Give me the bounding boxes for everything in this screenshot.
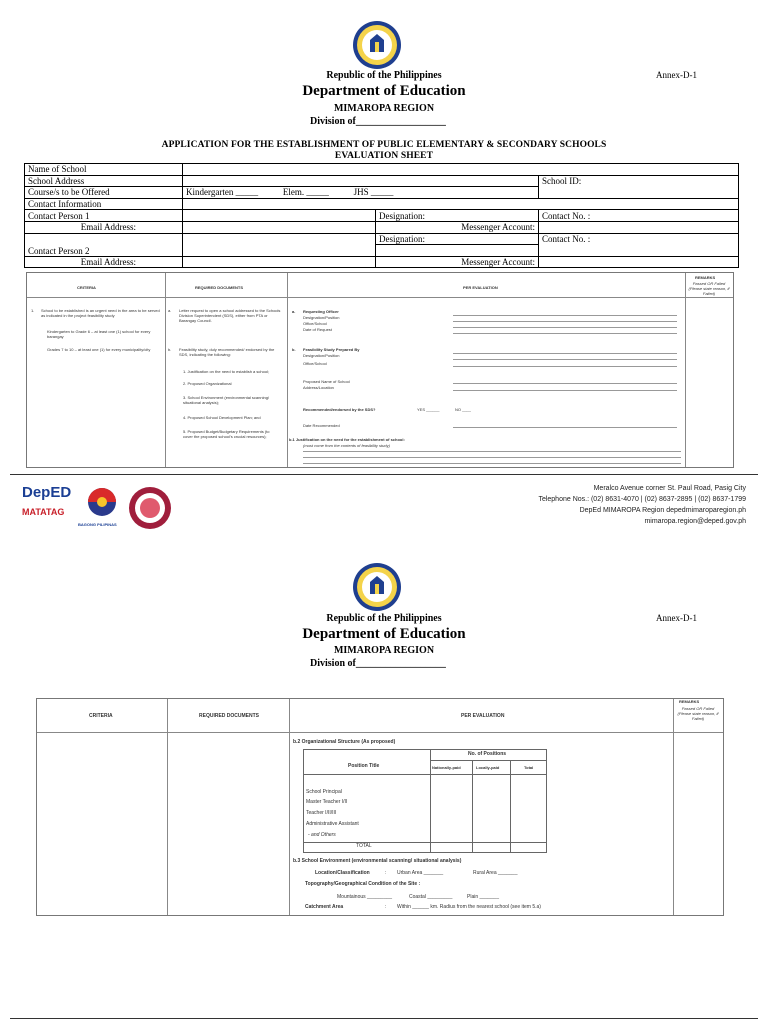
location-colon: : xyxy=(385,870,387,876)
messenger-1-label: Messenger Account: xyxy=(376,221,539,233)
region-label-page2: MIMAROPA REGION xyxy=(333,645,435,656)
evaluation-table-page2 xyxy=(36,698,724,916)
position-row: Administrative Assistant xyxy=(306,821,359,827)
department-title-page2: Department of Education xyxy=(302,626,466,642)
republic-label: Republic of the Philippines xyxy=(326,70,442,81)
total-header: Total xyxy=(524,765,534,770)
pe-a-date: Date of Request xyxy=(303,327,332,332)
contact-person-1-field[interactable] xyxy=(183,210,376,222)
evaluation-table xyxy=(26,272,734,468)
pe-recommended-label: Recommended/endorsed by the SDS? xyxy=(303,407,376,412)
contact-no-1-label: Contact No. : xyxy=(539,210,739,222)
email-2-label: Email Address: xyxy=(25,256,183,268)
locally-paid-header: Locally-paid xyxy=(476,765,500,770)
catchment-colon: : xyxy=(385,904,387,910)
pe-b-label: b. xyxy=(292,347,296,352)
pe-b-designation: Designation/Position xyxy=(303,353,340,358)
required-documents-header-page2: REQUIRED DOCUMENTS xyxy=(199,713,260,719)
school-environment-label: b.3 School Environment (environmental scanning/ situational analysis) xyxy=(293,858,462,864)
division-label: Division of__________________ xyxy=(310,116,446,127)
per-evaluation-header: PER EVALUATION xyxy=(463,285,498,290)
school-info-table xyxy=(24,163,739,268)
footer-web: DepEd MIMAROPA Region depedmimaroparegion.ph xyxy=(579,507,746,514)
pe-justification-note: (must come from the contents of feasibility study) xyxy=(303,443,390,448)
pe-b-proposed-name: Proposed Name of School xyxy=(303,379,350,384)
doc-b2-text: 2. Proposed Organizational xyxy=(183,381,232,386)
pe-a-title: Requesting Officer xyxy=(303,309,339,314)
pe-a-office: Office/School xyxy=(303,321,327,326)
contact-person-2-label: Contact Person 2 xyxy=(25,233,183,256)
mountainous-option[interactable]: Mountainous _________ xyxy=(337,894,393,900)
doc-a-text: Letter request to open a school addressed to the Schools Division Superintendent (SDS), either from PTA or Barangay Council. xyxy=(179,308,281,323)
contact-person-1-label: Contact Person 1 xyxy=(25,210,183,222)
criteria-header: CRITERIA xyxy=(77,285,96,290)
school-id-field[interactable] xyxy=(539,175,739,198)
mimaropa-seal-icon xyxy=(128,486,172,530)
form-subtitle: EVALUATION SHEET xyxy=(334,151,434,161)
remarks-header-page2: REMARKS xyxy=(679,699,700,704)
division-label-page2: Division of__________________ xyxy=(310,658,446,669)
doc-b4-text: 4. Proposed School Development Plan; and xyxy=(183,415,261,420)
matatag-logo-text: MATATAG xyxy=(22,507,65,517)
topography-label: Topography/Geographical Condition of the Site : xyxy=(305,881,421,887)
criteria-1-text: School to be established is an urgent need in the area to be served as indicated in the project feasibility study xyxy=(41,308,160,318)
doc-a-label: a. xyxy=(168,308,172,313)
position-title-header: Position Title xyxy=(348,763,380,769)
position-row: Teacher I/II/III xyxy=(306,810,337,816)
messenger-1-field[interactable] xyxy=(539,221,739,233)
department-title: Department of Education xyxy=(302,83,466,99)
footer-email: mimaropa.region@deped.gov.ph xyxy=(644,518,746,525)
doc-b5-text: 5. Proposed Budget/Budgetary Requirements (to cover the proposed school’s crucial resources); xyxy=(183,429,270,439)
pe-a-designation: Designation/Position xyxy=(303,315,340,320)
deped-seal-icon-page2 xyxy=(352,562,402,612)
nationally-paid-header: Nationally-paid xyxy=(432,765,461,770)
deped-matatag-logo xyxy=(22,484,74,528)
school-address-field[interactable] xyxy=(183,175,539,187)
messenger-2-label: Messenger Account: xyxy=(376,256,539,268)
catchment-label: Catchment Area xyxy=(305,904,344,910)
contact-no-2-label: Contact No. : xyxy=(539,233,739,256)
deped-seal-icon xyxy=(352,20,402,70)
footer-telephone: Telephone Nos.: (02) 8631-4070 | (02) 8637-2895 | (02) 8637-1799 xyxy=(538,496,746,503)
coastal-option[interactable]: Coastal _________ xyxy=(409,894,453,900)
region-label: MIMAROPA REGION xyxy=(333,103,435,114)
per-evaluation-header-page2: PER EVALUATION xyxy=(461,713,505,719)
position-row: Master Teacher I/II xyxy=(306,799,348,805)
footer-address: Meralco Avenue corner St. Paul Road, Pasig City xyxy=(593,485,746,492)
designation-2-label: Designation: xyxy=(376,233,539,245)
school-address-label: School Address xyxy=(25,175,183,187)
rural-area-option[interactable]: Rural Area _______ xyxy=(473,870,518,876)
no-positions-header: No. of Positions xyxy=(468,751,507,757)
doc-b1-text: 1. Justification on the need to establish a school; xyxy=(183,369,270,374)
name-of-school-field[interactable] xyxy=(183,164,739,176)
remarks-note: Passed OR Failed (Please state reason, if Failed) xyxy=(688,281,730,296)
messenger-2-field[interactable] xyxy=(539,256,739,268)
catchment-value[interactable]: Within ______ km. Radius from the nearest school (see item 5.a) xyxy=(397,904,541,910)
courses-field[interactable] xyxy=(183,187,539,199)
designation-1-label: Designation: xyxy=(376,210,539,222)
school-id-label: School ID: xyxy=(542,175,582,186)
pe-justification-label: b.1 Justification on the need for the establishment of school: xyxy=(289,437,405,442)
doc-b3-text: 3. School Environment (environmental scanning/ situational analysis); xyxy=(183,395,270,405)
email-1-label: Email Address: xyxy=(25,221,183,233)
pe-b-address: Address/Location xyxy=(303,385,334,390)
doc-b-text: Feasibility study, duly recommended/ endorsed by the SDS, indicating the following: xyxy=(179,347,275,357)
pe-a-label: a. xyxy=(292,309,296,314)
form-title: APPLICATION FOR THE ESTABLISHMENT OF PUBLIC ELEMENTARY & SECONDARY SCHOOLS xyxy=(161,140,607,150)
location-label: Location/Classification xyxy=(315,870,370,876)
annex-label-page2: Annex-D-1 xyxy=(656,613,697,623)
pe-b-title: Feasibility Study Prepared By xyxy=(303,347,360,352)
elem-option[interactable]: Elem. _____ xyxy=(282,187,329,198)
total-row-label: TOTAL xyxy=(356,843,372,849)
org-structure-label: b.2 Organizational Structure (As proposed) xyxy=(293,739,396,745)
doc-b-label: b. xyxy=(168,347,172,352)
position-row: School Principal xyxy=(306,789,342,795)
plain-option[interactable]: Plain _______ xyxy=(467,894,499,900)
contact-info-label: Contact Information xyxy=(25,198,183,210)
remarks-header: REMARKS xyxy=(695,275,716,280)
criteria-1a-text: Kindergarten to Grade 6 – at least one (1) school for every barangay xyxy=(47,329,151,339)
email-1-field[interactable] xyxy=(183,221,376,233)
republic-label-page2: Republic of the Philippines xyxy=(326,613,442,624)
name-of-school-label: Name of School xyxy=(25,164,183,176)
criteria-1b-text: Grades 7 to 10 – at least one (1) for every municipality/city xyxy=(47,347,151,352)
annex-label: Annex-D-1 xyxy=(656,70,697,80)
remarks-note-page2: Passed OR Failed (Please state reason, if Failed) xyxy=(677,706,719,721)
pe-b-office: Office/School xyxy=(303,361,327,366)
required-documents-header: REQUIRED DOCUMENTS xyxy=(195,285,244,290)
pe-date-recommended: Date Recommended xyxy=(303,423,340,428)
bagong-pilipinas-icon xyxy=(80,486,124,522)
pe-no-option[interactable]: NO ____ xyxy=(455,407,472,412)
kindergarten-option[interactable]: Kindergarten _____ xyxy=(186,187,259,198)
email-2-field[interactable] xyxy=(183,256,376,268)
position-row: - and Others xyxy=(308,832,336,838)
deped-logo-text: DepED xyxy=(22,484,72,501)
urban-area-option[interactable]: Urban Area _______ xyxy=(397,870,444,876)
bagong-pilipinas-label: BAGONG PILIPINAS xyxy=(78,522,117,527)
courses-label: Course/s to be Offered xyxy=(25,187,183,199)
criteria-number: 1. xyxy=(31,308,35,313)
positions-table xyxy=(303,749,547,853)
contact-person-2-field[interactable] xyxy=(183,233,376,256)
pe-yes-option[interactable]: YES ______ xyxy=(417,407,440,412)
criteria-header-page2: CRITERIA xyxy=(89,713,113,719)
jhs-option[interactable]: JHS _____ xyxy=(353,187,394,198)
